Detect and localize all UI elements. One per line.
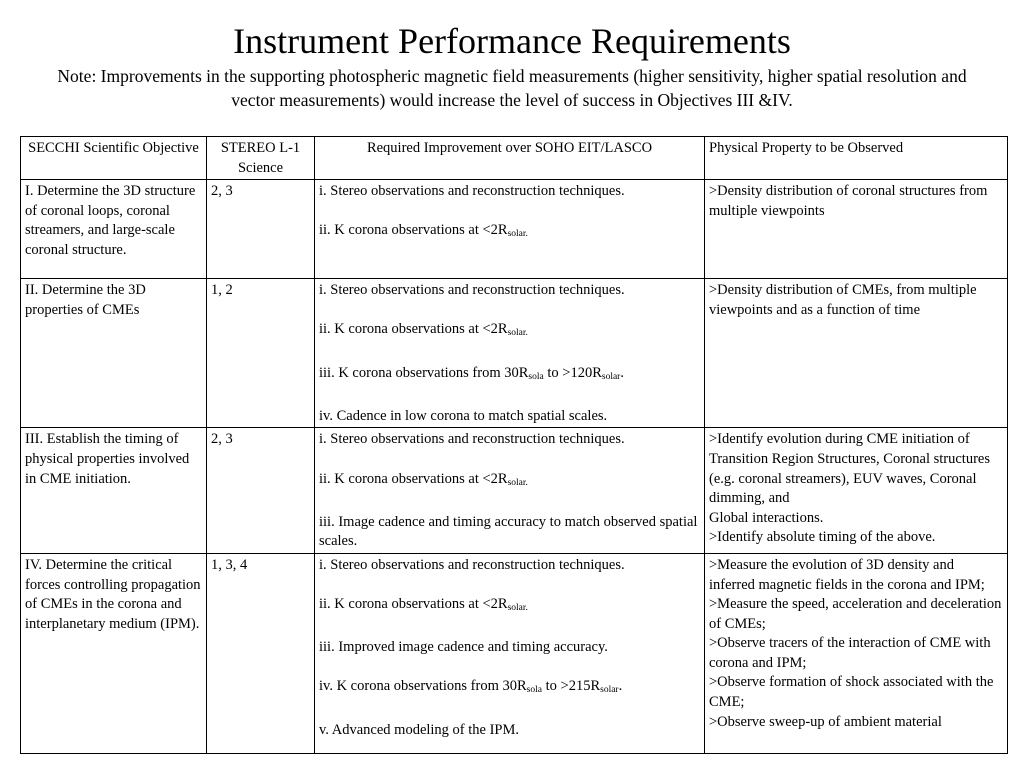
table-row — [21, 553, 1008, 753]
property-line: >Observe tracers of the interaction of CME with corona and IPM; — [709, 635, 991, 671]
page-title: Instrument Performance Requirements — [233, 21, 791, 61]
improvement-item: i. Stereo observations and reconstruction techniques. — [319, 431, 625, 448]
objective-cell: III. Establish the timing of physical properties involved in CME initiation. — [21, 428, 207, 554]
objective-cell: IV. Determine the critical forces controlling propagation of CMEs in the corona and interplanetary medium (IPM). — [21, 553, 207, 753]
header-property: Physical Property to be Observed — [705, 137, 1008, 180]
improvement-item: ii. K corona observations at $<2R_{solar.}$ — [319, 596, 528, 614]
objective-cell: I. Determine the 3D structure of coronal loops, coronal streamers, and large-scale coronal structure. — [21, 180, 207, 279]
science-cell: 1, 3, 4 — [207, 553, 315, 753]
improvement-item: iv. Cadence in low corona to match spatial scales. — [319, 407, 608, 424]
improvement-cell — [315, 279, 705, 428]
property-line: Global interactions. — [709, 509, 824, 526]
property-line: >Measure the evolution of 3D density and inferred magnetic fields in the corona and IPM; — [709, 556, 985, 593]
improvement-item: ii. K corona observations at $<2R_{solar.}$ — [319, 321, 528, 339]
header-science: STEREO L-1 Science — [207, 137, 315, 180]
improvement-item: i. Stereo observations and reconstruction techniques. — [319, 556, 625, 573]
improvement-item: ii. K corona observations at $<2R_{solar.}$ — [319, 222, 528, 240]
science-cell: 2, 3 — [207, 180, 315, 279]
header-objective: SECCHI Scientific Objective — [21, 137, 207, 180]
property-line: >Identify evolution during CME initiation of Transition Region Structures, Coronal structures (e.g. coronal streamers), EUV waves, Coronal dimming, and — [709, 431, 990, 507]
improvement-item: v. Advanced modeling of the IPM. — [319, 721, 520, 738]
requirements-table — [20, 136, 1008, 754]
property-cell: >Density distribution of CMEs, from multiple viewpoints and as a function of time — [705, 279, 1008, 428]
improvement-item: ii. K corona observations at $<2R_{solar.}$ — [319, 470, 528, 488]
improvement-item: i. Stereo observations and reconstruction techniques. — [319, 282, 625, 299]
improvement-item: iii. Image cadence and timing accuracy to match observed spatial scales. — [319, 513, 698, 550]
improvement-item: iv. K corona observations from $30R_{sola}$ to $>215R_{solar}$. — [319, 678, 623, 696]
improvement-item: i. Stereo observations and reconstruction techniques. — [319, 183, 625, 200]
property-line: >Measure the speed, acceleration and deceleration of CMEs; — [709, 596, 1002, 632]
improvement-item: iii. Improved image cadence and timing accuracy. — [319, 639, 608, 656]
science-cell: 1, 2 — [207, 279, 315, 428]
table-row — [21, 279, 1008, 428]
property-cell — [705, 428, 1008, 554]
property-line: >Observe sweep-up of ambient material — [709, 713, 942, 730]
property-cell — [705, 553, 1008, 753]
page-note: Note: Improvements in the supporting photospheric magnetic field measurements (higher sensitivity, higher spatial resolution and vector measurements) would increase the level of success in Objectives III &IV. — [57, 66, 967, 110]
improvement-cell — [315, 553, 705, 753]
property-line: >Identify absolute timing of the above. — [709, 529, 936, 546]
property-line: >Observe formation of shock associated with the CME; — [709, 674, 994, 711]
improvement-cell — [315, 428, 705, 554]
improvement-cell — [315, 180, 705, 279]
improvement-item: iii. K corona observations from $30R_{sola}$ to $>120R_{solar}$. — [319, 364, 624, 382]
table-header-row — [21, 137, 1008, 180]
table-row — [21, 428, 1008, 554]
science-cell: 2, 3 — [207, 428, 315, 554]
objective-cell: II. Determine the 3D properties of CMEs — [21, 279, 207, 428]
table-row — [21, 180, 1008, 279]
header-improvement: Required Improvement over SOHO EIT/LASCO — [315, 137, 705, 180]
property-cell: >Density distribution of coronal structures from multiple viewpoints — [705, 180, 1008, 279]
